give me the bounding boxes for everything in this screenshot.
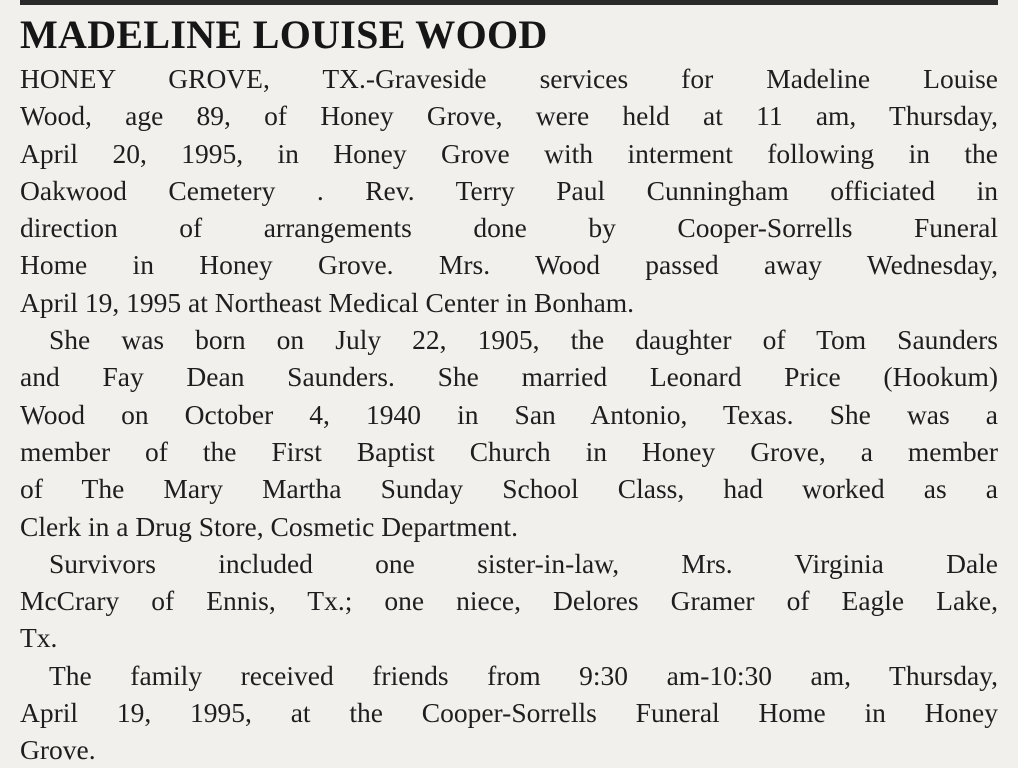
body-line: of The Mary Martha Sunday School Class, had worked as a bbox=[20, 473, 998, 505]
body-line: April 19, 1995 at Northeast Medical Center in Bonham. bbox=[20, 286, 635, 318]
body-line: and Fay Dean Saunders. She married Leonard Price (Hookum) bbox=[20, 361, 998, 393]
body-line: member of the First Baptist Church in Honey Grove, a member bbox=[20, 435, 998, 467]
body-line: Oakwood Cemetery . Rev. Terry Paul Cunningham officiated in bbox=[20, 174, 998, 206]
body-line: Grove. bbox=[20, 734, 96, 766]
body-line: McCrary of Ennis, Tx.; one niece, Delores Gramer of Eagle Lake, bbox=[20, 585, 998, 617]
body-line: She was born on July 22, 1905, the daughter of Tom Saunders bbox=[49, 324, 998, 356]
obituary-headline: MADELINE LOUISE WOOD bbox=[20, 12, 548, 57]
body-line: HONEY GROVE, TX.-Graveside services for Madeline Louise bbox=[20, 63, 998, 94]
body-line: April 20, 1995, in Honey Grove with interment following in the bbox=[20, 137, 998, 169]
obituary-body bbox=[20, 60, 998, 768]
body-line: Home in Honey Grove. Mrs. Wood passed away Wednesday, bbox=[20, 249, 998, 281]
body-line: Wood on October 4, 1940 in San Antonio, Texas. She was a bbox=[20, 398, 998, 430]
top-rule bbox=[20, 0, 998, 5]
body-line: Wood, age 89, of Honey Grove, were held at 11 am, Thursday, bbox=[20, 100, 998, 132]
body-line: direction of arrangements done by Cooper-Sorrells Funeral bbox=[20, 212, 998, 244]
body-line: Tx. bbox=[20, 622, 58, 654]
body-line: Clerk in a Drug Store, Cosmetic Department. bbox=[20, 510, 518, 542]
body-line: Survivors included one sister-in-law, Mrs. Virginia Dale bbox=[49, 547, 998, 579]
body-line: The family received friends from 9:30 am-10:30 am, Thursday, bbox=[49, 659, 998, 691]
body-line: April 19, 1995, at the Cooper-Sorrells Funeral Home in Honey bbox=[20, 697, 998, 729]
